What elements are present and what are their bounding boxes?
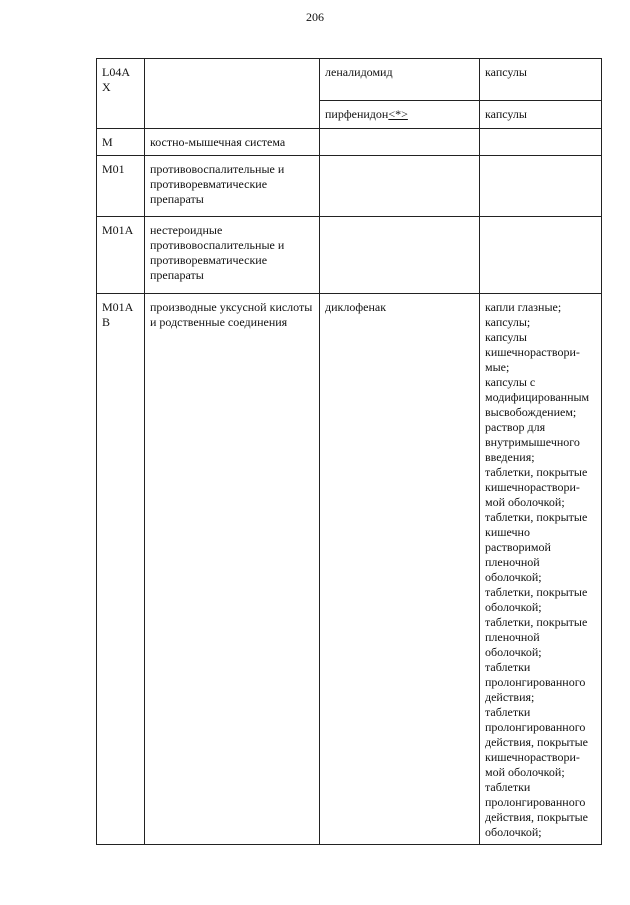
table-row — [97, 156, 602, 217]
dosage-form-item: капли глазные; — [485, 300, 562, 314]
dosage-form-item: таблетки пролонгированного действия, покрытые кишечнораствори-мой оболочкой; — [485, 705, 588, 779]
dosage-form-list — [480, 294, 602, 845]
drug-name-cell — [320, 217, 480, 294]
table-row — [97, 59, 602, 101]
drug-name-cell — [320, 129, 480, 156]
dosage-form-item: таблетки пролонгированного действия; — [485, 660, 586, 704]
table-row — [97, 294, 602, 845]
drug-name-cell: диклофенак — [320, 294, 480, 845]
dosage-form-item: таблетки, покрытые пленочной оболочкой; — [485, 615, 588, 659]
dosage-form-item: таблетки, покрытые кишечнораствори-мой оболочкой; — [485, 465, 588, 509]
dosage-form-cell — [480, 156, 602, 217]
drug-name-cell — [320, 156, 480, 217]
dosage-form-cell: капсулы — [480, 101, 602, 129]
footnote-mark: <*> — [388, 107, 408, 121]
table-row — [97, 129, 602, 156]
atc-group-cell: нестероидные противовоспалительные и противоревматические препараты — [145, 217, 320, 294]
drug-name-cell — [320, 101, 480, 129]
dosage-form-cell: капсулы — [480, 59, 602, 101]
atc-group-cell: производные уксусной кислоты и родственные соединения — [145, 294, 320, 845]
atc-group-cell: противовоспалительные и противоревматические препараты — [145, 156, 320, 217]
page-number: 206 — [306, 10, 324, 24]
dosage-form-item: капсулы кишечнораствори-мые; — [485, 330, 580, 374]
dosage-form-item: капсулы; — [485, 315, 531, 329]
dosage-form-item: таблетки пролонгированного действия, покрытые оболочкой; — [485, 780, 588, 839]
atc-code-cell: M01 — [97, 156, 145, 217]
drug-name-cell: леналидомид — [320, 59, 480, 101]
dosage-form-item: таблетки, покрытые оболочкой; — [485, 585, 588, 614]
drug-name-text: пирфенидон — [325, 107, 389, 121]
dosage-form-item: капсулы с модифицированным высвобождением; — [485, 375, 590, 419]
atc-group-cell — [145, 59, 320, 129]
atc-code-cell: M — [97, 129, 145, 156]
atc-code-cell: L04A X — [97, 59, 145, 129]
atc-code-cell: M01A — [97, 217, 145, 294]
atc-group-cell: костно-мышечная система — [145, 129, 320, 156]
dosage-form-cell — [480, 217, 602, 294]
atc-code-cell: M01A B — [97, 294, 145, 845]
dosage-form-cell — [480, 129, 602, 156]
table-row — [97, 217, 602, 294]
drug-table — [96, 58, 602, 845]
dosage-form-item: таблетки, покрытые кишечно растворимой пленочной оболочкой; — [485, 510, 588, 584]
dosage-form-item: раствор для внутримышечного введения; — [485, 420, 580, 464]
